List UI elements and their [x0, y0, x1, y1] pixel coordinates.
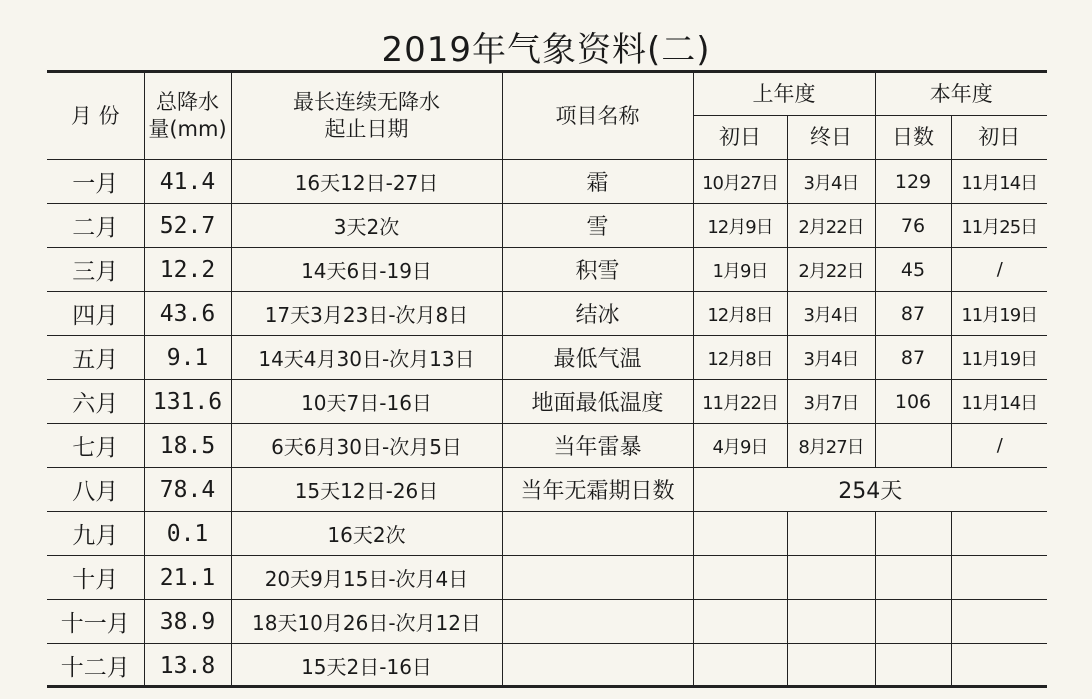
item-cell: 结冰: [502, 292, 693, 336]
empty-cell: [693, 644, 787, 688]
first-day-cell: 12月9日: [693, 204, 787, 248]
empty-cell: [502, 512, 693, 556]
item-cell: 雪: [502, 204, 693, 248]
empty-cell: [787, 512, 875, 556]
header-this-year: 本年度: [875, 72, 1047, 116]
empty-cell: [693, 600, 787, 644]
header-first-day-this-year: 初日: [951, 116, 1047, 160]
table-row: [47, 204, 1047, 248]
last-day-cell: 2月22日: [787, 248, 875, 292]
rain-cell: 13.8: [144, 644, 231, 688]
header-days: 日数: [875, 116, 951, 160]
table-row: [47, 292, 1047, 336]
month-cell: 九月: [47, 512, 144, 556]
rain-cell: 43.6: [144, 292, 231, 336]
header-last-day: 终日: [787, 116, 875, 160]
first-day-this-year-cell: 11月14日: [951, 160, 1047, 204]
dry-period-cell: 20天9月15日-次月4日: [231, 556, 502, 600]
rain-cell: 78.4: [144, 468, 231, 512]
table-row: [47, 556, 1047, 600]
header-first-day: 初日: [693, 116, 787, 160]
days-cell: [875, 424, 951, 468]
empty-cell: [502, 556, 693, 600]
days-cell: 106: [875, 380, 951, 424]
days-cell: 87: [875, 336, 951, 380]
table-row: [47, 644, 1047, 688]
dry-period-cell: 14天6日-19日: [231, 248, 502, 292]
page-title: 2019年气象资料(二): [381, 30, 711, 70]
month-cell: 二月: [47, 204, 144, 248]
empty-cell: [951, 644, 1047, 688]
header-rain: 总降水 量(mm): [144, 72, 231, 160]
first-day-cell: 10月27日: [693, 160, 787, 204]
empty-cell: [502, 644, 693, 688]
first-day-cell: 12月8日: [693, 336, 787, 380]
empty-cell: [787, 600, 875, 644]
table-row: [47, 468, 1047, 512]
empty-cell: [951, 512, 1047, 556]
days-cell: 76: [875, 204, 951, 248]
last-day-cell: 3月7日: [787, 380, 875, 424]
dry-period-cell: 15天12日-26日: [231, 468, 502, 512]
last-day-cell: 3月4日: [787, 336, 875, 380]
table-row: [47, 160, 1047, 204]
last-day-cell: 3月4日: [787, 160, 875, 204]
empty-cell: [693, 556, 787, 600]
days-cell: 45: [875, 248, 951, 292]
rain-cell: 9.1: [144, 336, 231, 380]
rain-cell: 18.5: [144, 424, 231, 468]
first-day-this-year-cell: /: [951, 248, 1047, 292]
empty-cell: [875, 512, 951, 556]
dry-period-cell: 16天2次: [231, 512, 502, 556]
empty-cell: [787, 556, 875, 600]
month-cell: 十二月: [47, 644, 144, 688]
dry-period-cell: 3天2次: [231, 204, 502, 248]
days-cell: 129: [875, 160, 951, 204]
rain-cell: 0.1: [144, 512, 231, 556]
empty-cell: [693, 512, 787, 556]
empty-cell: [502, 600, 693, 644]
rain-cell: 12.2: [144, 248, 231, 292]
month-cell: 七月: [47, 424, 144, 468]
header-item: 项目名称: [502, 72, 693, 160]
item-cell: 最低气温: [502, 336, 693, 380]
dry-period-cell: 16天12日-27日: [231, 160, 502, 204]
table-row: [47, 248, 1047, 292]
table-row: [47, 380, 1047, 424]
days-cell: 87: [875, 292, 951, 336]
header-last-year: 上年度: [693, 72, 875, 116]
item-cell: 霜: [502, 160, 693, 204]
first-day-cell: 12月8日: [693, 292, 787, 336]
month-cell: 八月: [47, 468, 144, 512]
table-row: [47, 512, 1047, 556]
first-day-cell: 4月9日: [693, 424, 787, 468]
month-cell: 四月: [47, 292, 144, 336]
first-day-this-year-cell: 11月19日: [951, 336, 1047, 380]
empty-cell: [787, 644, 875, 688]
header-month: 月 份: [47, 72, 144, 160]
dry-period-cell: 10天7日-16日: [231, 380, 502, 424]
month-cell: 五月: [47, 336, 144, 380]
dry-period-cell: 18天10月26日-次月12日: [231, 600, 502, 644]
table-row: [47, 600, 1047, 644]
frost-free-days-cell: 254天: [693, 468, 1047, 512]
first-day-cell: 1月9日: [693, 248, 787, 292]
rain-cell: 41.4: [144, 160, 231, 204]
item-cell: 地面最低温度: [502, 380, 693, 424]
month-cell: 六月: [47, 380, 144, 424]
month-cell: 一月: [47, 160, 144, 204]
dry-period-cell: 15天2日-16日: [231, 644, 502, 688]
dry-period-cell: 17天3月23日-次月8日: [231, 292, 502, 336]
item-cell: 当年雷暴: [502, 424, 693, 468]
empty-cell: [951, 556, 1047, 600]
empty-cell: [951, 600, 1047, 644]
table-row: [47, 424, 1047, 468]
first-day-this-year-cell: 11月19日: [951, 292, 1047, 336]
rain-cell: 38.9: [144, 600, 231, 644]
item-cell: 当年无霜期日数: [502, 468, 693, 512]
empty-cell: [875, 600, 951, 644]
rain-cell: 21.1: [144, 556, 231, 600]
first-day-this-year-cell: 11月25日: [951, 204, 1047, 248]
weather-data-table: [47, 70, 1047, 688]
rain-cell: 52.7: [144, 204, 231, 248]
empty-cell: [875, 556, 951, 600]
first-day-this-year-cell: /: [951, 424, 1047, 468]
table-row: [47, 336, 1047, 380]
month-cell: 十月: [47, 556, 144, 600]
header-dry-period: 最长连续无降水 起止日期: [231, 72, 502, 160]
dry-period-cell: 14天4月30日-次月13日: [231, 336, 502, 380]
month-cell: 十一月: [47, 600, 144, 644]
last-day-cell: 2月22日: [787, 204, 875, 248]
empty-cell: [875, 644, 951, 688]
table-bottom-rule: [47, 685, 1047, 688]
first-day-cell: 11月22日: [693, 380, 787, 424]
last-day-cell: 8月27日: [787, 424, 875, 468]
month-cell: 三月: [47, 248, 144, 292]
rain-cell: 131.6: [144, 380, 231, 424]
dry-period-cell: 6天6月30日-次月5日: [231, 424, 502, 468]
item-cell: 积雪: [502, 248, 693, 292]
first-day-this-year-cell: 11月14日: [951, 380, 1047, 424]
last-day-cell: 3月4日: [787, 292, 875, 336]
